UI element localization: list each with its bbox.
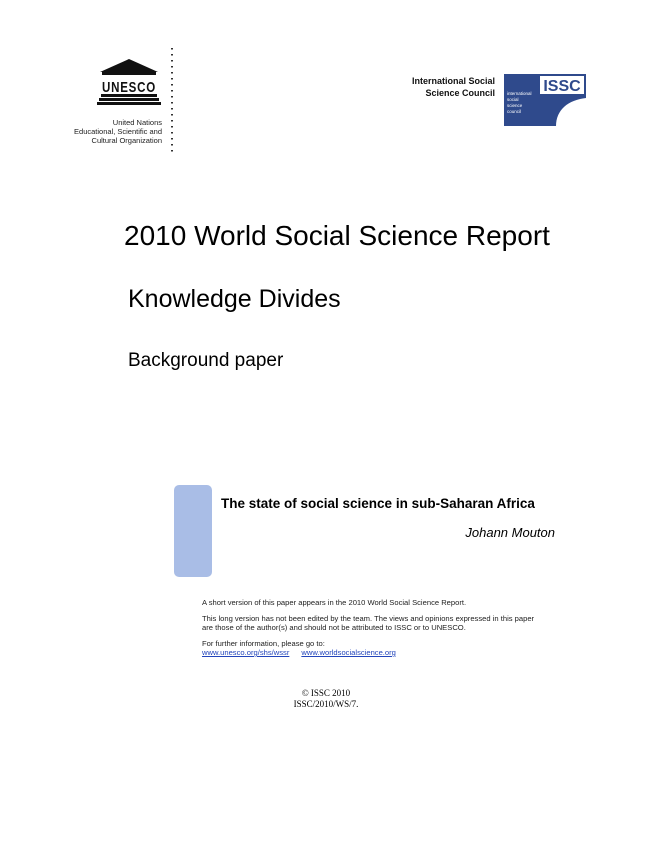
disclaimer [202,614,572,633]
notes [202,598,572,664]
issc-name [385,75,495,99]
copyright-block [290,688,362,710]
issc-logo-sub: international [507,91,532,96]
paper-title: The state of social science in sub-Saharan Africa [221,496,535,511]
report-subtitle: Knowledge Divides [128,285,341,313]
issc-name-line: Science Council [425,88,495,98]
unesco-name [60,118,162,145]
further-info [202,639,572,658]
report-title: 2010 World Social Science Report [124,220,550,251]
unesco-link[interactable]: www.unesco.org/shs/wssr [202,648,290,657]
issc-logo-sub: science [507,103,523,108]
worldsocialscience-link[interactable]: www.worldsocialscience.org [301,648,396,657]
unesco-logo-text: UNESCO [102,79,156,96]
doc-code: ISSC/2010/WS/7. [293,699,359,709]
disclaimer-line: This long version has not been edited by the team. The views and opinions expressed in this paper [202,613,535,623]
further-info-label: For further information, please go to: [202,638,325,648]
issc-logo-sub: social [507,97,519,102]
links [202,648,572,658]
disclaimer-line: are those of the author(s) and should not be attributed to ISSC or to UNESCO. [202,623,466,632]
issc-logo-sub: council [507,109,522,114]
author-name: Johann Mouton [465,525,555,540]
issc-name-line: International Social [411,76,495,86]
side-tab [174,485,212,577]
issc-logo [504,74,586,126]
short-version-note: A short version of this paper appears in the 2010 World Social Science Report. [202,598,467,607]
unesco-line: Educational, Scientific and [74,127,162,136]
dotted-divider [171,48,173,156]
unesco-line: United Nations [112,118,162,127]
copyright: © ISSC 2010 [301,688,351,698]
unesco-logo [96,58,162,112]
paper-type: Background paper [128,350,284,371]
issc-logo-text: ISSC [543,78,581,95]
unesco-line: Cultural Organization [91,136,162,145]
